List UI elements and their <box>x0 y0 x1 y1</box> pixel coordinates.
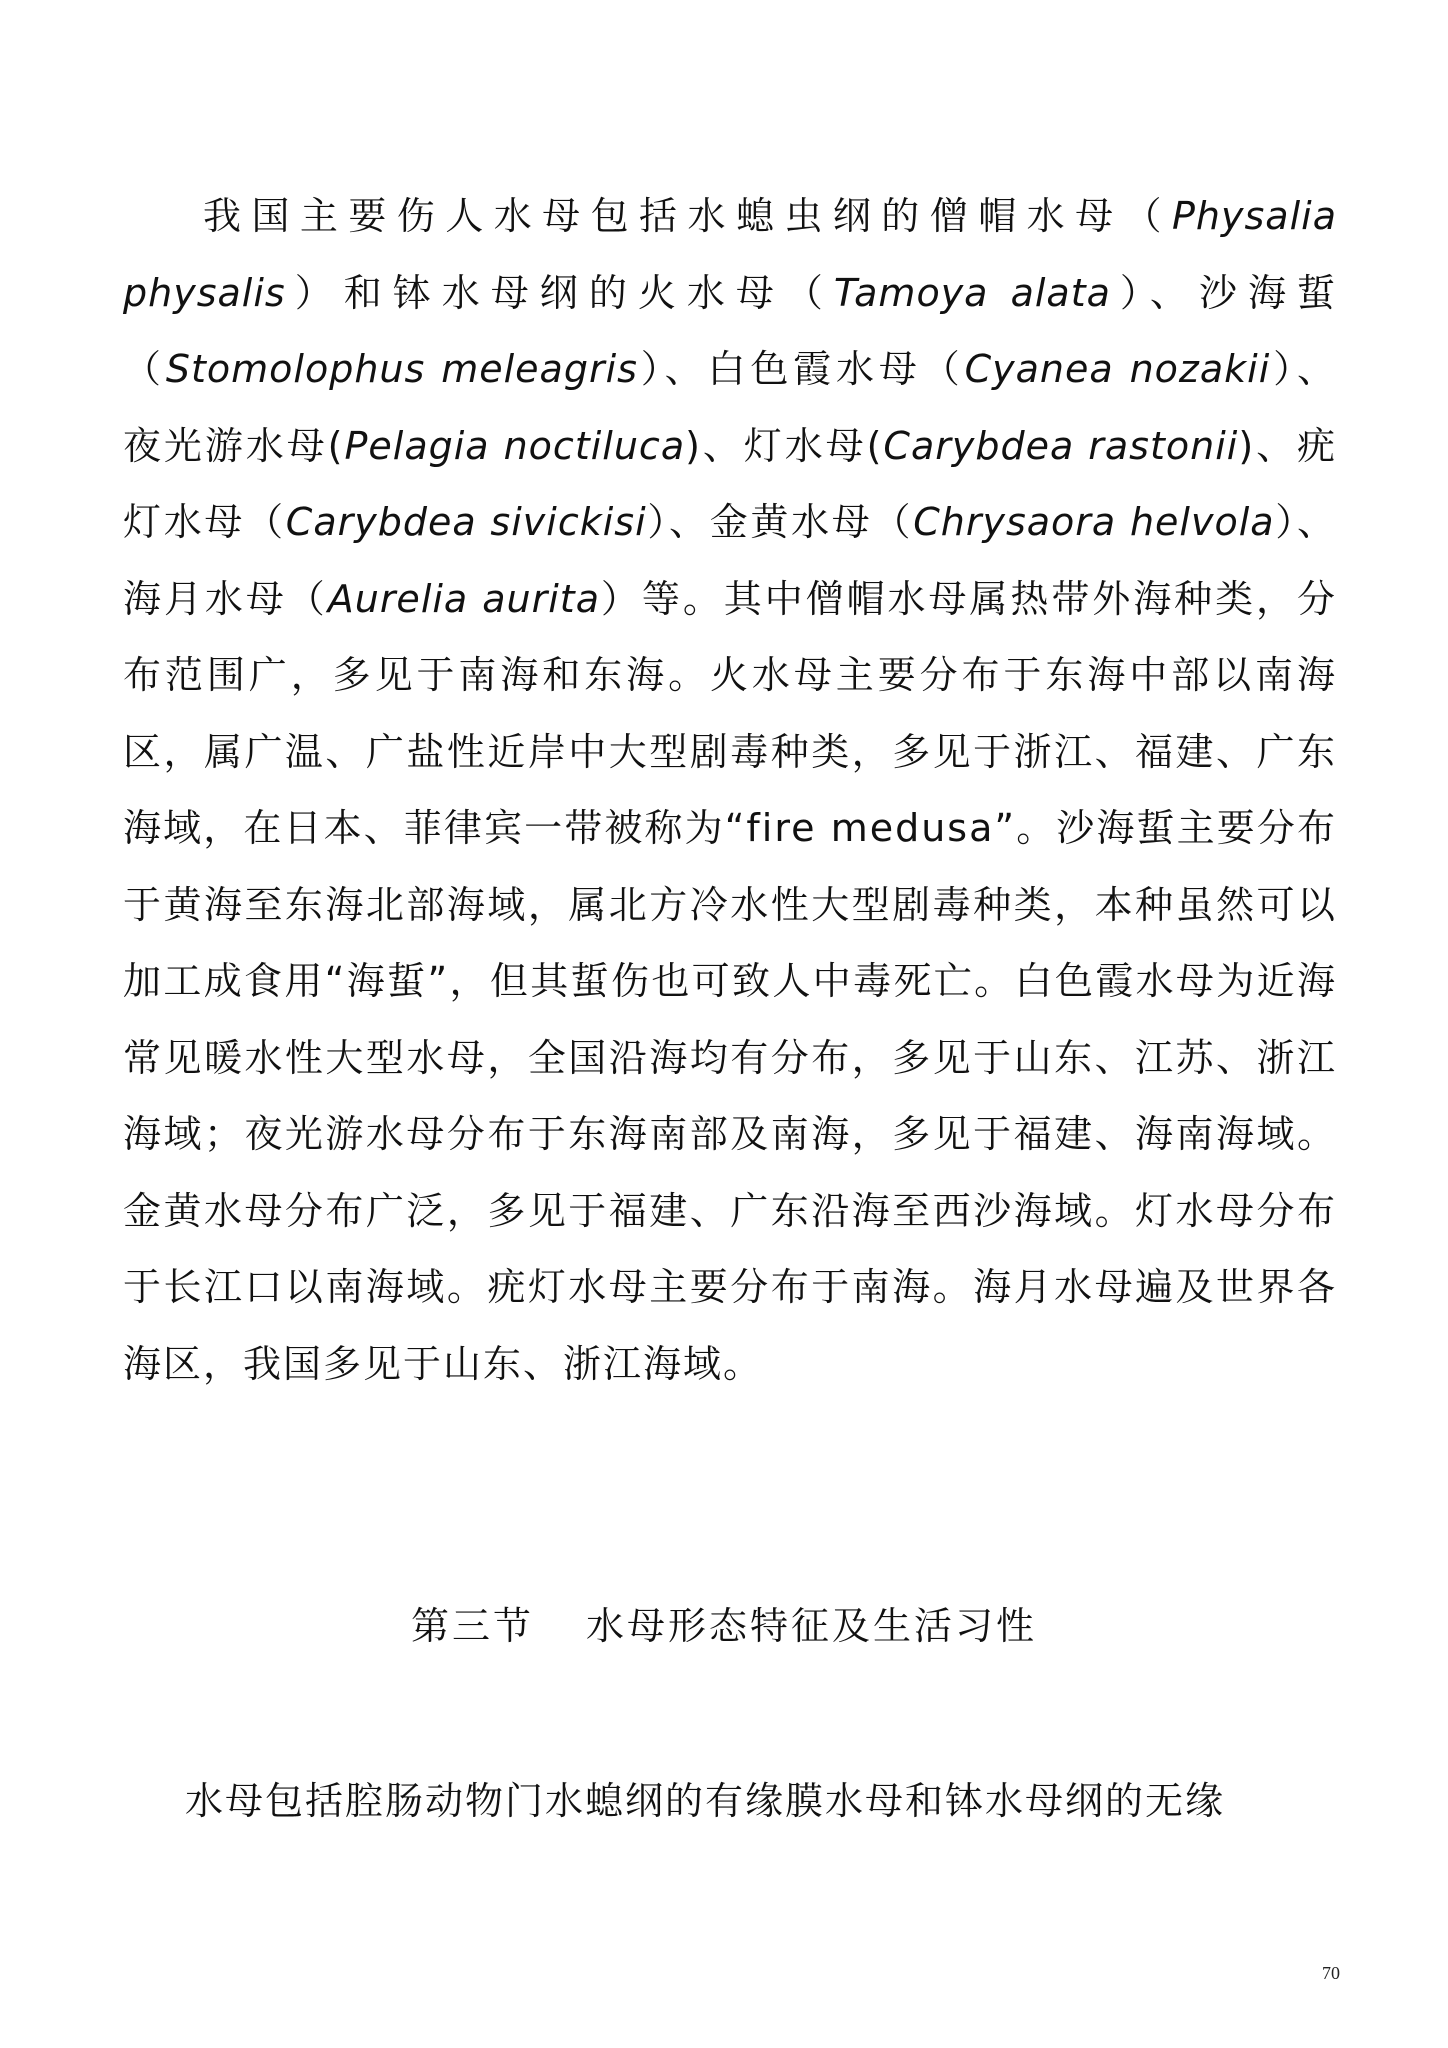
scientific-name: Aurelia aurita <box>327 576 600 621</box>
scientific-name: Carybdea rastonii <box>883 423 1239 468</box>
scientific-name: Stomolophus meleagris <box>165 347 638 391</box>
paragraph-text: ）、沙海蜇（ <box>123 270 1337 391</box>
scientific-name: Pelagia noctiluca <box>344 423 686 468</box>
body-paragraph-jellyfish-species <box>123 178 1337 1402</box>
paragraph-text: 水母包括腔肠动物门水螅纲的有缘膜水母和钵水母纲的无缘 <box>185 1779 1226 1823</box>
paragraph-text: ）、海月水母（ <box>123 500 1337 621</box>
section-title: 水母形态特征及生活习性 <box>586 1604 1038 1648</box>
scientific-name: Cyanea nozakii <box>964 347 1271 391</box>
section-number: 第三节 <box>410 1604 534 1648</box>
scientific-name: Carybdea sivickisi <box>285 500 647 544</box>
paragraph-text: ）、金黄水母（ <box>646 500 914 544</box>
paragraph-text: ）和钵水母纲的火水母（ <box>285 270 834 315</box>
page-number: 70 <box>1322 1963 1340 1983</box>
section-heading <box>0 1595 1448 1650</box>
body-paragraph-morphology <box>123 1763 1337 1840</box>
paragraph-text: ）、夜光游水母( <box>123 347 1337 468</box>
scientific-name: Chrysaora helvola <box>913 500 1275 544</box>
paragraph-text: )、疣灯水母（ <box>123 423 1338 544</box>
paragraph-text: )、灯水母( <box>685 423 884 468</box>
paragraph-text: ）等。其中僧帽水母属热带外海种类，分布范围广，多见于南海和东海。火水母主要分布于东海中部以南海区，属广温、广盐性近岸中大型剧毒种类，多见于浙江、福建、广东海域，在日本、菲律宾一带被称为“fire medusa”。沙海蜇主要分布于黄海至东海北部海域，属北方冷水性大型剧毒种类，本种虽然可以加工成食用“海蜇”，但其蜇伤也可致人中毒死亡。白色霞水母为近海常见暖水性大型水母，全国沿海均有分布，多见于山东、江苏、浙江海域；夜光游水母分布于东海南部及南海，多见于福建、海南海域。金黄水母分布广泛，多见于福建、广东沿海至西沙海域。灯水母分布于长江口以南海域。疣灯水母主要分布于南海。海月水母遍及世界各海区，我国多见于山东、浙江海域。 <box>123 576 1337 1386</box>
paragraph-text: ）、白色霞水母（ <box>637 347 965 391</box>
scientific-name: Tamoya alata <box>833 270 1111 315</box>
scientific-name: Physalia physalis <box>123 194 1337 315</box>
paragraph-text: 我国主要伤人水母包括水螅虫纲的僧帽水母（ <box>203 194 1173 238</box>
